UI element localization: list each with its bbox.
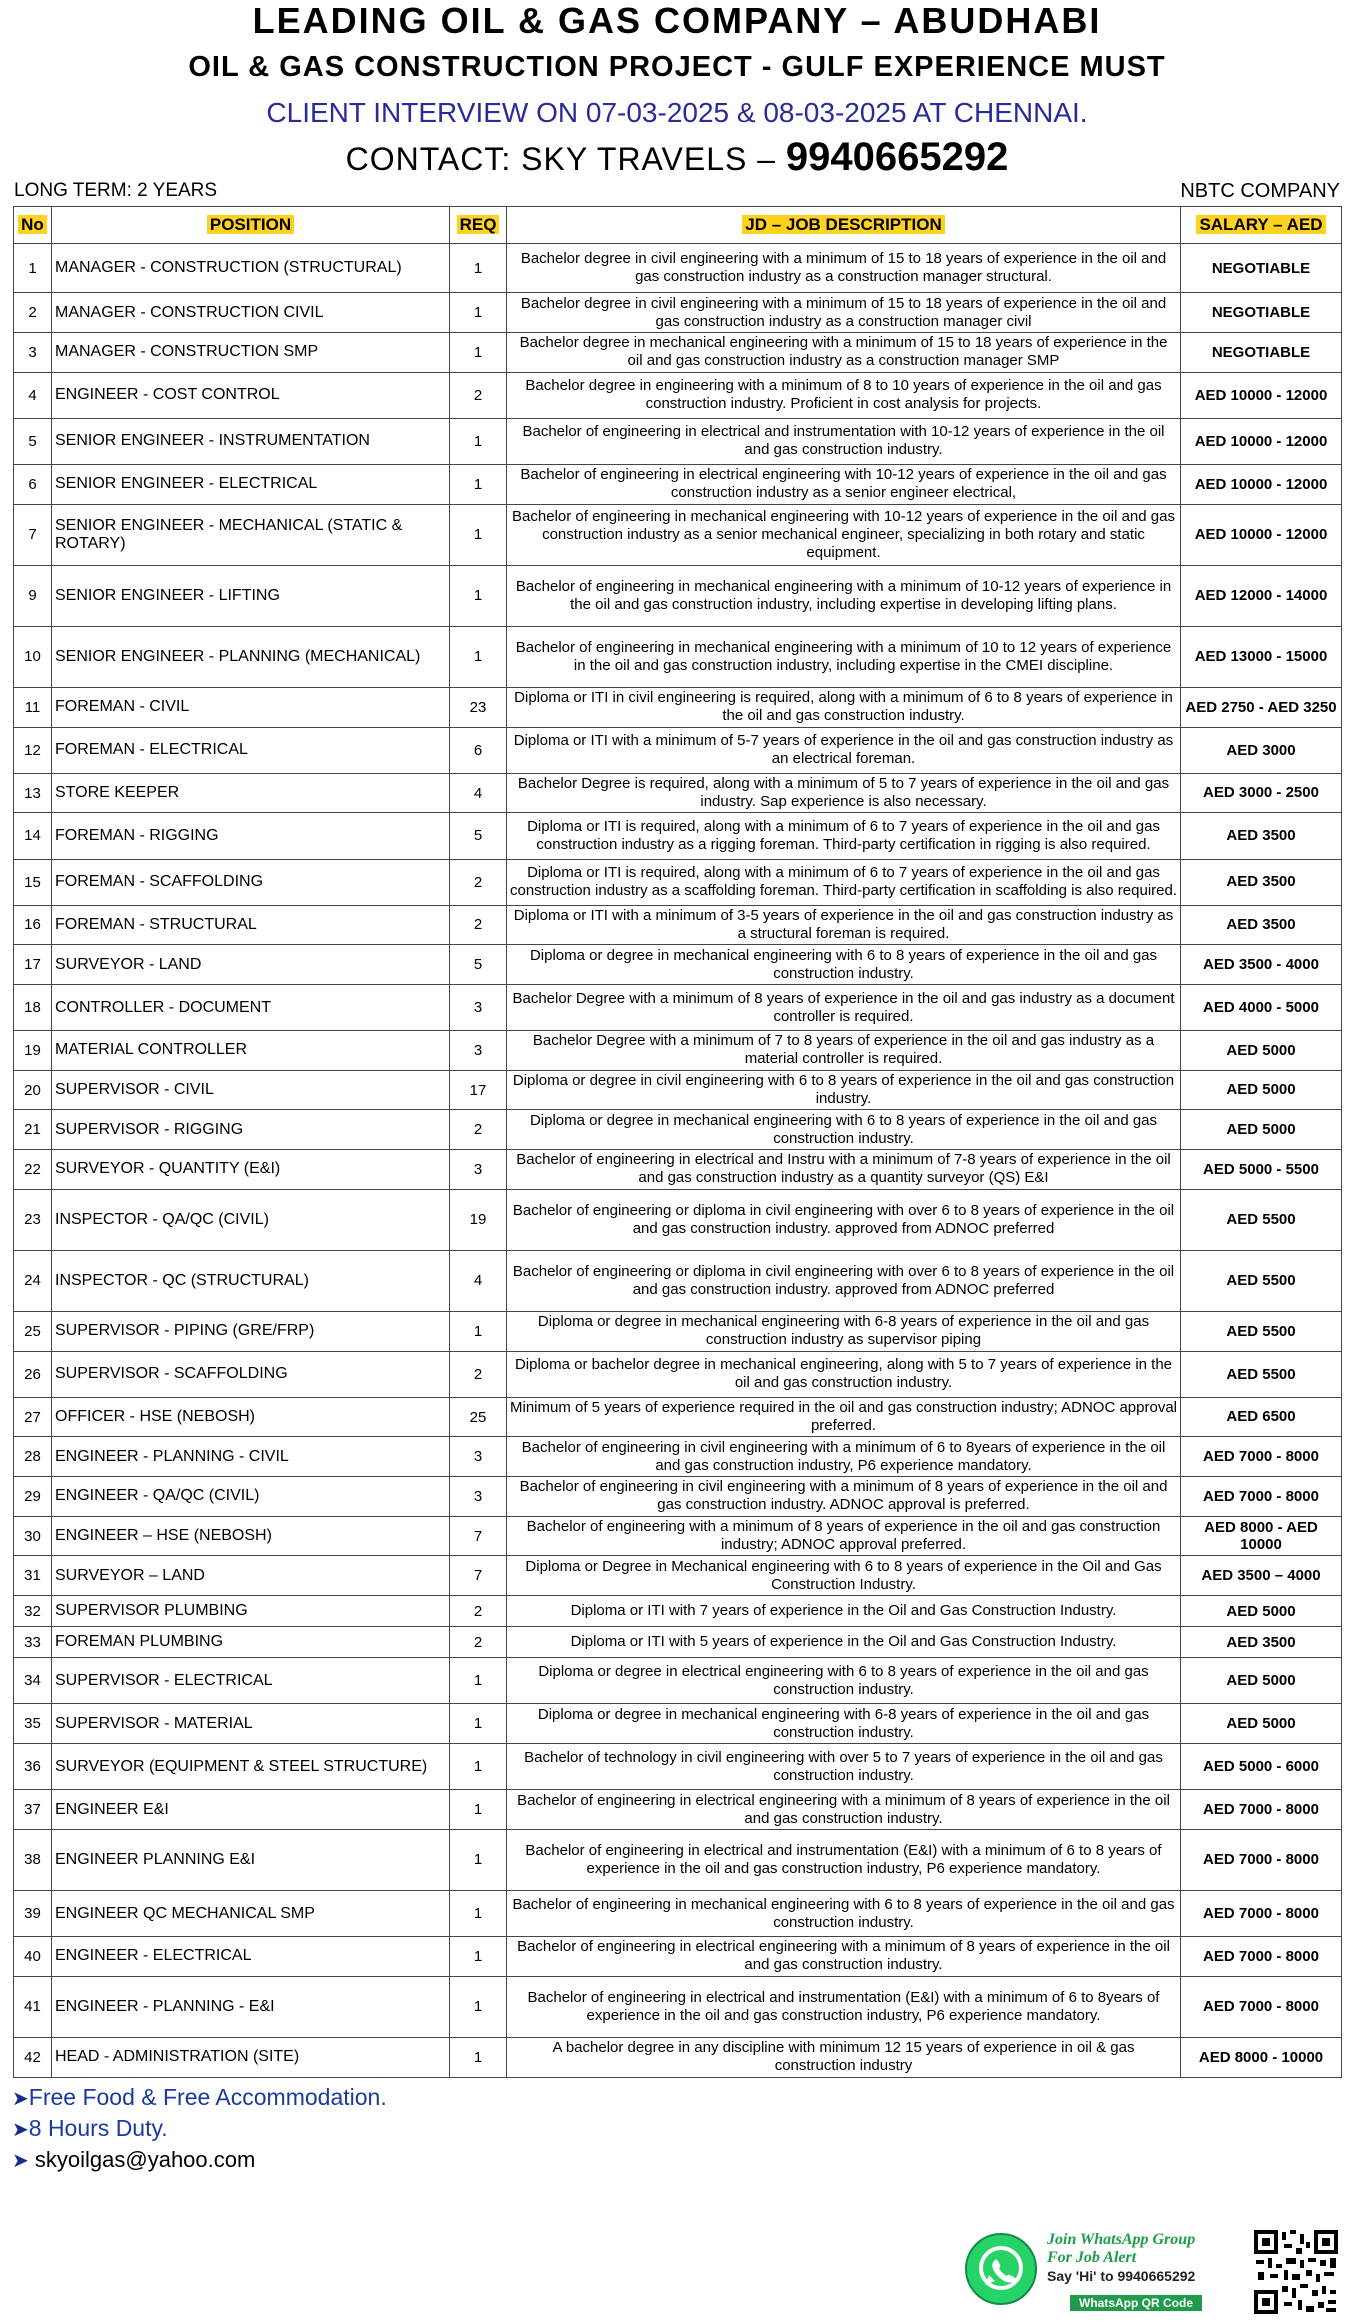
salary-range: AED 8000 - AED 10000 bbox=[1181, 1516, 1342, 1556]
required-count: 3 bbox=[450, 984, 507, 1030]
row-number: 41 bbox=[14, 1976, 52, 2037]
required-count: 1 bbox=[450, 1658, 507, 1704]
salary-range: AED 10000 - 12000 bbox=[1181, 464, 1342, 504]
row-number: 37 bbox=[14, 1790, 52, 1830]
position-title: ENGINEER QC MECHANICAL SMP bbox=[52, 1891, 450, 1937]
position-title: ENGINEER - QA/QC (CIVIL) bbox=[52, 1477, 450, 1517]
salary-range: NEGOTIABLE bbox=[1181, 333, 1342, 373]
required-count: 2 bbox=[450, 859, 507, 905]
job-description: Bachelor of engineering or diploma in civil engineering with over 6 to 8 years of experience in the oil and gas construction industry. approved from ADNOC preferred bbox=[507, 1250, 1181, 1311]
row-number: 4 bbox=[14, 372, 52, 418]
salary-range: AED 5500 bbox=[1181, 1312, 1342, 1352]
table-row bbox=[14, 1477, 1342, 1517]
position-title: ENGINEER - PLANNING - CIVIL bbox=[52, 1437, 450, 1477]
table-row bbox=[14, 1150, 1342, 1190]
row-number: 6 bbox=[14, 464, 52, 504]
row-number: 28 bbox=[14, 1437, 52, 1477]
job-description: Diploma or degree in mechanical engineering with 6-8 years of experience in the oil and gas construction industry. bbox=[507, 1704, 1181, 1744]
position-title: SENIOR ENGINEER - LIFTING bbox=[52, 565, 450, 626]
position-title: FOREMAN - RIGGING bbox=[52, 813, 450, 859]
row-number: 1 bbox=[14, 244, 52, 293]
table-row bbox=[14, 1596, 1342, 1627]
salary-range: AED 12000 - 14000 bbox=[1181, 565, 1342, 626]
interview-info: CLIENT INTERVIEW ON 07-03-2025 & 08-03-2025 AT CHENNAI. bbox=[266, 97, 1088, 128]
position-title: MANAGER - CONSTRUCTION SMP bbox=[52, 333, 450, 373]
required-count: 1 bbox=[450, 1976, 507, 2037]
table-header-row bbox=[14, 207, 1342, 244]
row-number: 20 bbox=[14, 1070, 52, 1110]
required-count: 19 bbox=[450, 1189, 507, 1250]
table-row bbox=[14, 905, 1342, 945]
salary-range: AED 5000 bbox=[1181, 1658, 1342, 1704]
table-row bbox=[14, 773, 1342, 813]
salary-range: AED 2750 - AED 3250 bbox=[1181, 687, 1342, 727]
salary-range: AED 7000 - 8000 bbox=[1181, 1829, 1342, 1890]
job-description: Bachelor of engineering in electrical and instrumentation (E&I) with a minimum of 6 to 8 years of experience in the oil and gas construction industry, P6 experience mandatory. bbox=[507, 1829, 1181, 1890]
table-row bbox=[14, 1110, 1342, 1150]
position-title: FOREMAN - ELECTRICAL bbox=[52, 727, 450, 773]
position-title: SUPERVISOR - RIGGING bbox=[52, 1110, 450, 1150]
job-description: Diploma or Degree in Mechanical engineering with 6 to 8 years of experience in the Oil and Gas Construction Industry. bbox=[507, 1556, 1181, 1596]
required-count: 1 bbox=[450, 244, 507, 293]
position-title: SUPERVISOR - SCAFFOLDING bbox=[52, 1351, 450, 1397]
required-count: 1 bbox=[450, 464, 507, 504]
position-title: SUPERVISOR - CIVIL bbox=[52, 1070, 450, 1110]
required-count: 6 bbox=[450, 727, 507, 773]
table-row bbox=[14, 1891, 1342, 1937]
job-description: Bachelor of engineering in civil engineering with a minimum of 6 to 8years of experience in the oil and gas construction industry, P6 experience mandatory. bbox=[507, 1437, 1181, 1477]
position-title: ENGINEER PLANNING E&I bbox=[52, 1829, 450, 1890]
required-count: 2 bbox=[450, 1351, 507, 1397]
job-description: Diploma or degree in mechanical engineering with 6-8 years of experience in the oil and gas construction industry as supervisor piping bbox=[507, 1312, 1181, 1352]
position-title: SENIOR ENGINEER - MECHANICAL (STATIC & ROTARY) bbox=[52, 504, 450, 565]
row-number: 12 bbox=[14, 727, 52, 773]
required-count: 1 bbox=[450, 1704, 507, 1744]
salary-range: AED 4000 - 5000 bbox=[1181, 984, 1342, 1030]
table-row bbox=[14, 1397, 1342, 1437]
table-row bbox=[14, 1937, 1342, 1977]
table-row bbox=[14, 1658, 1342, 1704]
table-row bbox=[14, 565, 1342, 626]
job-description: Diploma or ITI with a minimum of 3-5 years of experience in the oil and gas construction industry as a structural foreman is required. bbox=[507, 905, 1181, 945]
position-title: ENGINEER - COST CONTROL bbox=[52, 372, 450, 418]
position-title: STORE KEEPER bbox=[52, 773, 450, 813]
row-number: 29 bbox=[14, 1477, 52, 1517]
job-description: Bachelor of engineering in mechanical engineering with a minimum of 10-12 years of experience in the oil and gas construction industry, including expertise in developing lifting plans. bbox=[507, 565, 1181, 626]
salary-range: AED 3500 bbox=[1181, 859, 1342, 905]
row-number: 30 bbox=[14, 1516, 52, 1556]
position-title: MANAGER - CONSTRUCTION CIVIL bbox=[52, 293, 450, 333]
required-count: 1 bbox=[450, 1312, 507, 1352]
table-row bbox=[14, 244, 1342, 293]
row-number: 38 bbox=[14, 1829, 52, 1890]
required-count: 5 bbox=[450, 945, 507, 985]
job-description: Diploma or degree in mechanical engineering with 6 to 8 years of experience in the oil and gas construction industry. bbox=[507, 945, 1181, 985]
position-title: ENGINEER - PLANNING - E&I bbox=[52, 1976, 450, 2037]
position-title: MANAGER - CONSTRUCTION (STRUCTURAL) bbox=[52, 244, 450, 293]
table-row bbox=[14, 2037, 1342, 2077]
job-description: Diploma or ITI in civil engineering is required, along with a minimum of 6 to 8 years of experience in the oil and gas construction industry. bbox=[507, 687, 1181, 727]
job-description: Diploma or bachelor degree in mechanical engineering, along with 5 to 7 years of experience in the oil and gas construction industry. bbox=[507, 1351, 1181, 1397]
job-description: Bachelor of engineering in electrical engineering with a minimum of 8 years of experience in the oil and gas construction industry. bbox=[507, 1937, 1181, 1977]
table-row bbox=[14, 293, 1342, 333]
row-number: 32 bbox=[14, 1596, 52, 1627]
salary-range: AED 6500 bbox=[1181, 1397, 1342, 1437]
salary-range: AED 7000 - 8000 bbox=[1181, 1790, 1342, 1830]
required-count: 1 bbox=[450, 1937, 507, 1977]
position-title: ENGINEER – HSE (NEBOSH) bbox=[52, 1516, 450, 1556]
salary-range: AED 8000 - 10000 bbox=[1181, 2037, 1342, 2077]
job-description: Bachelor of engineering in mechanical engineering with 6 to 8 years of experience in the oil and gas construction industry. bbox=[507, 1891, 1181, 1937]
salary-range: AED 3500 – 4000 bbox=[1181, 1556, 1342, 1596]
position-title: SUPERVISOR - ELECTRICAL bbox=[52, 1658, 450, 1704]
row-number: 39 bbox=[14, 1891, 52, 1937]
required-count: 2 bbox=[450, 905, 507, 945]
required-count: 1 bbox=[450, 293, 507, 333]
table-row bbox=[14, 1250, 1342, 1311]
job-description: Diploma or ITI is required, along with a minimum of 6 to 7 years of experience in the oil and gas construction industry as a scaffolding foreman. Third-party certification in scaffolding is also required. bbox=[507, 859, 1181, 905]
row-number: 42 bbox=[14, 2037, 52, 2077]
job-description: Bachelor degree in civil engineering with a minimum of 15 to 18 years of experience in the oil and gas construction industry as a construction manager civil bbox=[507, 293, 1181, 333]
row-number: 31 bbox=[14, 1556, 52, 1596]
table-row bbox=[14, 727, 1342, 773]
required-count: 7 bbox=[450, 1516, 507, 1556]
position-title: INSPECTOR - QC (STRUCTURAL) bbox=[52, 1250, 450, 1311]
required-count: 3 bbox=[450, 1031, 507, 1071]
job-description: Bachelor of technology in civil engineering with over 5 to 7 years of experience in the oil and gas construction industry. bbox=[507, 1744, 1181, 1790]
position-title: FOREMAN - STRUCTURAL bbox=[52, 905, 450, 945]
row-number: 14 bbox=[14, 813, 52, 859]
salary-range: AED 7000 - 8000 bbox=[1181, 1976, 1342, 2037]
salary-range: AED 5000 - 5500 bbox=[1181, 1150, 1342, 1190]
row-number: 25 bbox=[14, 1312, 52, 1352]
contact-number: 9940665292 bbox=[785, 135, 1009, 179]
salary-range: AED 5500 bbox=[1181, 1250, 1342, 1311]
table-row bbox=[14, 1627, 1342, 1658]
row-number: 3 bbox=[14, 333, 52, 373]
position-title: FOREMAN - SCAFFOLDING bbox=[52, 859, 450, 905]
required-count: 2 bbox=[450, 1627, 507, 1658]
job-description: Diploma or degree in civil engineering with 6 to 8 years of experience in the oil and gas construction industry. bbox=[507, 1070, 1181, 1110]
required-count: 3 bbox=[450, 1437, 507, 1477]
salary-range: AED 13000 - 15000 bbox=[1181, 626, 1342, 687]
row-number: 23 bbox=[14, 1189, 52, 1250]
table-row bbox=[14, 372, 1342, 418]
position-title: MATERIAL CONTROLLER bbox=[52, 1031, 450, 1071]
row-number: 40 bbox=[14, 1937, 52, 1977]
row-number: 9 bbox=[14, 565, 52, 626]
required-count: 1 bbox=[450, 626, 507, 687]
salary-range: AED 3500 - 4000 bbox=[1181, 945, 1342, 985]
position-title: HEAD - ADMINISTRATION (SITE) bbox=[52, 2037, 450, 2077]
table-row bbox=[14, 333, 1342, 373]
job-description: Bachelor Degree with a minimum of 7 to 8 years of experience in the oil and gas industry as a material controller is required. bbox=[507, 1031, 1181, 1071]
job-description: Bachelor degree in engineering with a minimum of 8 to 10 years of experience in the oil and gas construction industry. Proficient in cost analysis for projects. bbox=[507, 372, 1181, 418]
row-number: 35 bbox=[14, 1704, 52, 1744]
salary-range: AED 5000 bbox=[1181, 1110, 1342, 1150]
required-count: 1 bbox=[450, 1891, 507, 1937]
arrow-right-icon: ➤ bbox=[12, 2088, 29, 2110]
salary-range: AED 5000 bbox=[1181, 1596, 1342, 1627]
salary-range: AED 10000 - 12000 bbox=[1181, 372, 1342, 418]
position-title: SURVEYOR – LAND bbox=[52, 1556, 450, 1596]
position-title: SENIOR ENGINEER - ELECTRICAL bbox=[52, 464, 450, 504]
whatsapp-text: Join WhatsApp Group For Job Alert Say 'Hi' to 9940665292 bbox=[1047, 2231, 1196, 2284]
table-row bbox=[14, 626, 1342, 687]
job-description: Bachelor degree in mechanical engineering with a minimum of 15 to 18 years of experience in the oil and gas construction industry as a construction manager SMP bbox=[507, 333, 1181, 373]
required-count: 1 bbox=[450, 1790, 507, 1830]
position-title: SUPERVISOR - MATERIAL bbox=[52, 1704, 450, 1744]
salary-range: AED 5500 bbox=[1181, 1189, 1342, 1250]
position-title: SUPERVISOR PLUMBING bbox=[52, 1596, 450, 1627]
salary-range: AED 7000 - 8000 bbox=[1181, 1937, 1342, 1977]
row-number: 18 bbox=[14, 984, 52, 1030]
job-description: Bachelor of engineering in mechanical engineering with 10-12 years of experience in the oil and gas construction industry as a senior mechanical engineer, specializing in both rotary and static equipment. bbox=[507, 504, 1181, 565]
job-description: A bachelor degree in any discipline with minimum 12 15 years of experience in oil & gas construction industry bbox=[507, 2037, 1181, 2077]
arrow-right-icon: ➤ bbox=[12, 2119, 29, 2141]
job-description: Minimum of 5 years of experience required in the oil and gas construction industry; ADNOC approval preferred. bbox=[507, 1397, 1181, 1437]
job-description: Diploma or ITI with a minimum of 5-7 years of experience in the oil and gas construction industry as an electrical foreman. bbox=[507, 727, 1181, 773]
position-title: CONTROLLER - DOCUMENT bbox=[52, 984, 450, 1030]
table-row bbox=[14, 984, 1342, 1030]
benefit-duty: ➤8 Hours Duty. bbox=[12, 2115, 168, 2141]
row-number: 2 bbox=[14, 293, 52, 333]
table-row bbox=[14, 1790, 1342, 1830]
salary-range: NEGOTIABLE bbox=[1181, 244, 1342, 293]
salary-range: AED 3000 - 2500 bbox=[1181, 773, 1342, 813]
position-title: SURVEYOR - QUANTITY (E&I) bbox=[52, 1150, 450, 1190]
salary-range: AED 5000 bbox=[1181, 1031, 1342, 1071]
table-row bbox=[14, 1351, 1342, 1397]
table-row bbox=[14, 1829, 1342, 1890]
column-header-no: No bbox=[14, 207, 52, 244]
whatsapp-group-banner[interactable] bbox=[965, 2229, 1245, 2311]
row-number: 17 bbox=[14, 945, 52, 985]
position-title: INSPECTOR - QA/QC (CIVIL) bbox=[52, 1189, 450, 1250]
salary-range: AED 7000 - 8000 bbox=[1181, 1437, 1342, 1477]
required-count: 23 bbox=[450, 687, 507, 727]
position-title: SENIOR ENGINEER - INSTRUMENTATION bbox=[52, 418, 450, 464]
benefit-food: ➤Free Food & Free Accommodation. bbox=[12, 2084, 387, 2110]
position-title: ENGINEER - ELECTRICAL bbox=[52, 1937, 450, 1977]
required-count: 4 bbox=[450, 773, 507, 813]
project-subtitle: OIL & GAS CONSTRUCTION PROJECT - GULF EXPERIENCE MUST bbox=[188, 51, 1166, 83]
salary-range: AED 5000 - 6000 bbox=[1181, 1744, 1342, 1790]
row-number: 11 bbox=[14, 687, 52, 727]
required-count: 5 bbox=[450, 813, 507, 859]
salary-range: AED 5000 bbox=[1181, 1704, 1342, 1744]
position-title: SURVEYOR - LAND bbox=[52, 945, 450, 985]
company-label: NBTC COMPANY bbox=[1180, 180, 1340, 202]
required-count: 1 bbox=[450, 418, 507, 464]
required-count: 3 bbox=[450, 1477, 507, 1517]
required-count: 1 bbox=[450, 1744, 507, 1790]
position-title: FOREMAN PLUMBING bbox=[52, 1627, 450, 1658]
required-count: 3 bbox=[450, 1150, 507, 1190]
term-label: LONG TERM: 2 YEARS bbox=[14, 180, 218, 201]
salary-range: AED 7000 - 8000 bbox=[1181, 1891, 1342, 1937]
table-row bbox=[14, 1031, 1342, 1071]
required-count: 2 bbox=[450, 1110, 507, 1150]
arrow-right-icon: ➤ bbox=[12, 2150, 29, 2172]
contact-line bbox=[0, 135, 1354, 180]
qr-code-icon[interactable] bbox=[1252, 2228, 1340, 2316]
table-row bbox=[14, 1704, 1342, 1744]
row-number: 10 bbox=[14, 626, 52, 687]
whatsapp-icon bbox=[965, 2233, 1037, 2305]
required-count: 1 bbox=[450, 2037, 507, 2077]
salary-range: AED 5500 bbox=[1181, 1351, 1342, 1397]
table-row bbox=[14, 504, 1342, 565]
salary-range: AED 10000 - 12000 bbox=[1181, 418, 1342, 464]
salary-range: AED 7000 - 8000 bbox=[1181, 1477, 1342, 1517]
job-description: Bachelor of engineering in mechanical engineering with a minimum of 10 to 12 years of experience in the oil and gas construction industry, including expertise in the CMEI discipline. bbox=[507, 626, 1181, 687]
salary-range: AED 3500 bbox=[1181, 1627, 1342, 1658]
column-header-req: REQ bbox=[450, 207, 507, 244]
row-number: 24 bbox=[14, 1250, 52, 1311]
row-number: 33 bbox=[14, 1627, 52, 1658]
required-count: 1 bbox=[450, 1829, 507, 1890]
table-row bbox=[14, 1556, 1342, 1596]
salary-range: AED 3000 bbox=[1181, 727, 1342, 773]
job-description: Diploma or ITI with 5 years of experience in the Oil and Gas Construction Industry. bbox=[507, 1627, 1181, 1658]
job-description: Bachelor of engineering in civil engineering with a minimum of 8 years of experience in the oil and gas construction industry. ADNOC approval is preferred. bbox=[507, 1477, 1181, 1517]
column-header-salary: SALARY – AED bbox=[1181, 207, 1342, 244]
salary-range: NEGOTIABLE bbox=[1181, 293, 1342, 333]
required-count: 7 bbox=[450, 1556, 507, 1596]
row-number: 16 bbox=[14, 905, 52, 945]
table-row bbox=[14, 687, 1342, 727]
job-description: Bachelor of engineering with a minimum of 8 years of experience in the oil and gas construction industry; ADNOC approval preferred. bbox=[507, 1516, 1181, 1556]
table-row bbox=[14, 464, 1342, 504]
required-count: 25 bbox=[450, 1397, 507, 1437]
job-description: Bachelor of engineering in electrical and Instru with a minimum of 7-8 years of experience in the oil and gas construction industry as a quantity surveyor (QS) E&I bbox=[507, 1150, 1181, 1190]
required-count: 4 bbox=[450, 1250, 507, 1311]
required-count: 2 bbox=[450, 1596, 507, 1627]
row-number: 36 bbox=[14, 1744, 52, 1790]
position-title: SENIOR ENGINEER - PLANNING (MECHANICAL) bbox=[52, 626, 450, 687]
job-description: Diploma or degree in electrical engineering with 6 to 8 years of experience in the oil and gas construction industry. bbox=[507, 1658, 1181, 1704]
row-number: 15 bbox=[14, 859, 52, 905]
job-description: Bachelor of engineering in electrical and instrumentation with 10-12 years of experience in the oil and gas construction industry. bbox=[507, 418, 1181, 464]
row-number: 26 bbox=[14, 1351, 52, 1397]
job-description: Diploma or ITI is required, along with a minimum of 6 to 7 years of experience in the oil and gas construction industry as a rigging foreman. Third-party certification in rigging is also required. bbox=[507, 813, 1181, 859]
salary-range: AED 10000 - 12000 bbox=[1181, 504, 1342, 565]
position-title: SURVEYOR (EQUIPMENT & STEEL STRUCTURE) bbox=[52, 1744, 450, 1790]
row-number: 13 bbox=[14, 773, 52, 813]
required-count: 1 bbox=[450, 333, 507, 373]
contact-email[interactable]: ➤ skyoilgas@yahoo.com bbox=[12, 2147, 256, 2172]
position-title: SUPERVISOR - PIPING (GRE/FRP) bbox=[52, 1312, 450, 1352]
job-description: Bachelor of engineering in electrical engineering with a minimum of 8 years of experience in the oil and gas construction industry. bbox=[507, 1790, 1181, 1830]
job-description: Bachelor degree in civil engineering with a minimum of 15 to 18 years of experience in the oil and gas construction industry as a construction manager structural. bbox=[507, 244, 1181, 293]
required-count: 1 bbox=[450, 565, 507, 626]
required-count: 2 bbox=[450, 372, 507, 418]
row-number: 21 bbox=[14, 1110, 52, 1150]
salary-range: AED 3500 bbox=[1181, 813, 1342, 859]
column-header-position: POSITION bbox=[52, 207, 450, 244]
table-row bbox=[14, 1976, 1342, 2037]
job-description: Bachelor of engineering in electrical and instrumentation (E&I) with a minimum of 6 to 8years of experience in the oil and gas construction industry, P6 experience mandatory. bbox=[507, 1976, 1181, 2037]
row-number: 7 bbox=[14, 504, 52, 565]
job-description: Bachelor of engineering in electrical engineering with 10-12 years of experience in the oil and gas construction industry as a senior engineer electrical, bbox=[507, 464, 1181, 504]
table-row bbox=[14, 1189, 1342, 1250]
table-row bbox=[14, 1312, 1342, 1352]
table-row bbox=[14, 1070, 1342, 1110]
salary-range: AED 3500 bbox=[1181, 905, 1342, 945]
job-description: Diploma or ITI with 7 years of experience in the Oil and Gas Construction Industry. bbox=[507, 1596, 1181, 1627]
whatsapp-qr-label: WhatsApp QR Code bbox=[1070, 2295, 1202, 2311]
job-description: Bachelor of engineering or diploma in civil engineering with over 6 to 8 years of experience in the oil and gas construction industry. approved from ADNOC preferred bbox=[507, 1189, 1181, 1250]
row-number: 27 bbox=[14, 1397, 52, 1437]
page-title: LEADING OIL & GAS COMPANY – ABUDHABI bbox=[252, 0, 1102, 41]
job-description: Diploma or degree in mechanical engineering with 6 to 8 years of experience in the oil and gas construction industry. bbox=[507, 1110, 1181, 1150]
position-title: ENGINEER E&I bbox=[52, 1790, 450, 1830]
required-count: 1 bbox=[450, 504, 507, 565]
position-title: FOREMAN - CIVIL bbox=[52, 687, 450, 727]
job-description: Bachelor Degree with a minimum of 8 years of experience in the oil and gas industry as a document controller is required. bbox=[507, 984, 1181, 1030]
table-row bbox=[14, 418, 1342, 464]
row-number: 34 bbox=[14, 1658, 52, 1704]
jobs-table bbox=[13, 206, 1342, 2078]
contact-label: CONTACT: SKY TRAVELS – bbox=[345, 141, 786, 177]
table-row bbox=[14, 1516, 1342, 1556]
table-row bbox=[14, 945, 1342, 985]
job-description: Bachelor Degree is required, along with a minimum of 5 to 7 years of experience in the oil and gas industry. Sap experience is also necessary. bbox=[507, 773, 1181, 813]
table-row bbox=[14, 813, 1342, 859]
row-number: 22 bbox=[14, 1150, 52, 1190]
column-header-jd: JD – JOB DESCRIPTION bbox=[507, 207, 1181, 244]
table-row bbox=[14, 1744, 1342, 1790]
position-title: OFFICER - HSE (NEBOSH) bbox=[52, 1397, 450, 1437]
table-row bbox=[14, 859, 1342, 905]
row-number: 5 bbox=[14, 418, 52, 464]
required-count: 17 bbox=[450, 1070, 507, 1110]
salary-range: AED 5000 bbox=[1181, 1070, 1342, 1110]
table-row bbox=[14, 1437, 1342, 1477]
row-number: 19 bbox=[14, 1031, 52, 1071]
